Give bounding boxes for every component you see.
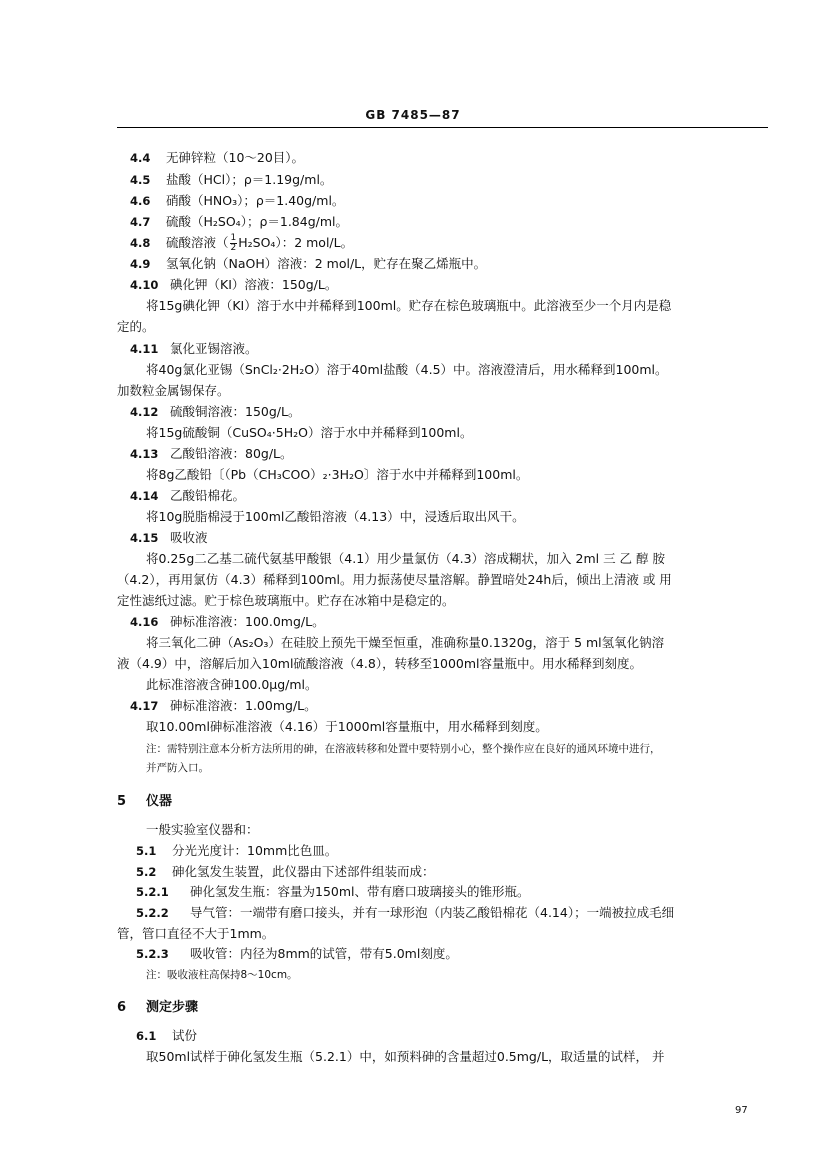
item-4-12: 4.12 硫酸铜溶液：150g/L。 (130, 404, 301, 419)
item-4-17-body: 取10.00ml砷标准溶液（4.16）于1000ml容量瓶中，用水稀释到刻度。 (146, 719, 548, 734)
item-4-15: 4.15 吸收液 (130, 530, 208, 545)
item-4-10-body-2: 定的。 (117, 319, 155, 334)
note-arsenic-handling-1: 注：需特别注意本分析方法所用的砷，在溶液转移和处置中要特别小心，整个操作应在良好的通风环境中进行， (146, 743, 661, 755)
item-4-13-body: 将8g乙酸铅〔（Pb（CH₃COO）₂·3H₂O〕溶于水中并稀释到100ml。 (146, 467, 529, 482)
item-4-9: 4.9 氢氧化钠（NaOH）溶液：2 mol/L，贮存在聚乙烯瓶中。 (130, 256, 487, 271)
header-rule (117, 127, 768, 128)
item-4-11: 4.11 氯化亚锡溶液。 (130, 341, 258, 356)
item-4-16-body-2: 液（4.9）中，溶解后加入10ml硫酸溶液（4.8），转移至1000ml容量瓶中。用水稀释到刻度。 (117, 656, 643, 671)
page-number: 97 (735, 1105, 748, 1116)
note-absorption-column: 注：吸收液柱高保持8～10cm。 (146, 969, 298, 981)
item-4-16-body-1: 将三氧化二砷（As₂O₃）在硅胶上预先干燥至恒重，准确称量0.1320g，溶于 5 ml氢氧化钠溶 (146, 635, 665, 650)
fraction-one-half: $\frac{1}{2}$ (230, 233, 237, 253)
item-4-7: 4.7 硫酸（H₂SO₄）；ρ＝1.84g/ml。 (130, 214, 349, 229)
item-4-10: 4.10 碘化钾（KI）溶液：150g/L。 (130, 277, 338, 292)
item-5-2-2: 5.2.2 导气管：一端带有磨口接头，并有一球形泡（内装乙酸铅棉花（4.14）；一端被拉成毛细 (136, 905, 675, 920)
section-5-heading: 5 仪器 (117, 794, 173, 809)
item-4-8: 4.8 硫酸溶液（ $\frac{1}{2}$ H₂SO₄）：2 mol/L。 (130, 233, 354, 253)
item-6-1-body: 取50ml试样于砷化氢发生瓶（5.2.1）中，如预料砷的含量超过0.5mg/L，取适量的试样， 并 (146, 1049, 665, 1064)
item-5-2: 5.2 砷化氢发生装置，此仪器由下述部件组装而成： (136, 864, 435, 879)
item-4-12-body: 将15g硫酸铜（CuSO₄·5H₂O）溶于水中并稀释到100ml。 (146, 425, 473, 440)
item-4-11-body-1: 将40g氯化亚锡（SnCl₂·2H₂O）溶于40ml盐酸（4.5）中。溶液澄清后，用水稀释到100ml。 (146, 362, 668, 377)
item-5-2-1: 5.2.1 砷化氢发生瓶：容量为150ml、带有磨口玻璃接头的锥形瓶。 (136, 884, 530, 899)
item-4-5: 4.5 盐酸（HCl）；ρ＝1.19g/ml。 (130, 172, 333, 187)
item-4-13: 4.13 乙酸铅溶液：80g/L。 (130, 446, 293, 461)
item-5-1: 5.1 分光光度计：10mm比色皿。 (136, 843, 338, 858)
item-4-15-body-3: 定性滤纸过滤。贮于棕色玻璃瓶中。贮存在冰箱中是稳定的。 (117, 593, 455, 608)
item-4-15-body-1: 将0.25g二乙基二硫代氨基甲酸银（4.1）用少量氯仿（4.3）溶成糊状，加入 2ml 三 乙 醇 胺 (146, 551, 665, 566)
item-4-16-body-3: 此标准溶液含砷100.0μg/ml。 (146, 677, 318, 692)
standard-code-header: GB 7485—87 (365, 108, 461, 122)
item-4-4: 4.4 无砷锌粒（10～20目）。 (130, 150, 305, 165)
item-4-11-body-2: 加数粒金属锡保存。 (117, 383, 230, 398)
item-4-17: 4.17 砷标准溶液：1.00mg/L。 (130, 698, 317, 713)
section-5-intro: 一般实验室仪器和： (146, 822, 259, 837)
item-4-14: 4.14 乙酸铅棉花。 (130, 488, 246, 503)
item-5-2-3: 5.2.3 吸收管：内径为8mm的试管，带有5.0ml刻度。 (136, 946, 458, 961)
item-4-6: 4.6 硝酸（HNO₃）；ρ＝1.40g/ml。 (130, 193, 345, 208)
item-5-2-2-cont: 管，管口直径不大于1mm。 (117, 926, 275, 941)
item-4-16: 4.16 砷标准溶液：100.0mg/L。 (130, 614, 325, 629)
item-4-14-body: 将10g脱脂棉浸于100ml乙酸铅溶液（4.13）中，浸透后取出风干。 (146, 509, 525, 524)
item-4-15-body-2: （4.2），再用氯仿（4.3）稀释到100ml。用力振荡使尽量溶解。静置暗处24h后，倾出上清液 或 用 (117, 572, 672, 587)
item-6-1: 6.1 试份 (136, 1028, 198, 1043)
section-6-heading: 6 测定步骤 (117, 1000, 199, 1015)
note-arsenic-handling-2: 并严防入口。 (146, 762, 209, 774)
item-4-10-body-1: 将15g碘化钾（KI）溶于水中并稀释到100ml。贮存在棕色玻璃瓶中。此溶液至少一个月内是稳 (146, 298, 672, 313)
